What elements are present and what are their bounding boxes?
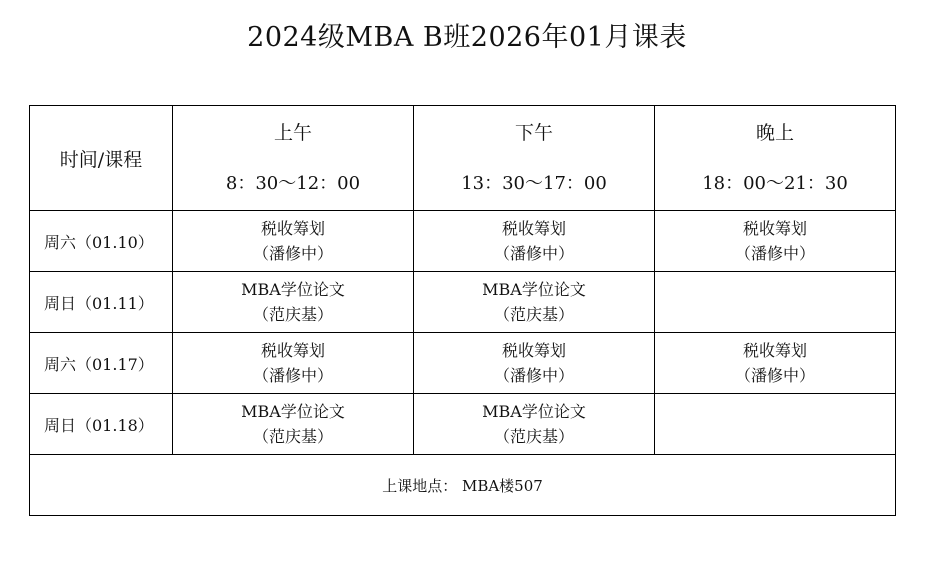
schedule-row	[30, 211, 896, 272]
course-name: MBA学位论文	[482, 402, 586, 421]
schedule-row	[30, 333, 896, 394]
course-name: 税收筹划	[260, 341, 325, 360]
footer-row	[30, 455, 896, 516]
teacher-name: （潘修中）	[734, 366, 815, 385]
course-cell	[173, 333, 414, 394]
course-cell-empty	[655, 272, 896, 333]
course-name: MBA学位论文	[241, 280, 345, 299]
teacher-name: （范庆基）	[493, 427, 574, 446]
document-title: 2024级MBA B班2026年01月课表	[247, 22, 687, 53]
course-cell	[414, 394, 655, 455]
slot-name: 下午	[514, 122, 553, 144]
course-name: 税收筹划	[260, 219, 325, 238]
teacher-name: （潘修中）	[252, 244, 333, 263]
teacher-name: （潘修中）	[493, 244, 574, 263]
course-cell	[414, 211, 655, 272]
course-cell	[173, 394, 414, 455]
teacher-name: （范庆基）	[493, 305, 574, 324]
day-cell: 周日（01.11）	[30, 272, 173, 333]
course-name: MBA学位论文	[241, 402, 345, 421]
course-cell	[655, 333, 896, 394]
course-name: 税收筹划	[742, 219, 807, 238]
day-cell: 周六（01.10）	[30, 211, 173, 272]
course-name: 税收筹划	[501, 341, 566, 360]
course-name: 税收筹划	[501, 219, 566, 238]
teacher-name: （潘修中）	[493, 366, 574, 385]
teacher-name: （潘修中）	[734, 244, 815, 263]
header-row	[30, 106, 896, 211]
slot-name: 晚上	[755, 122, 794, 144]
course-cell	[414, 333, 655, 394]
course-cell	[173, 272, 414, 333]
teacher-name: （潘修中）	[252, 366, 333, 385]
slot-header-morning	[173, 106, 414, 211]
schedule-row	[30, 272, 896, 333]
teacher-name: （范庆基）	[252, 305, 333, 324]
course-name: 税收筹划	[742, 341, 807, 360]
course-cell	[173, 211, 414, 272]
course-cell	[414, 272, 655, 333]
day-cell: 周日（01.18）	[30, 394, 173, 455]
slot-name: 上午	[273, 122, 312, 144]
location-note: 上课地点： MBA楼507	[30, 455, 896, 516]
slot-time: 13：30～17：00	[461, 173, 607, 194]
day-cell: 周六（01.17）	[30, 333, 173, 394]
schedule-table	[29, 105, 896, 516]
course-name: MBA学位论文	[482, 280, 586, 299]
slot-header-evening	[655, 106, 896, 211]
course-cell	[655, 211, 896, 272]
schedule-row	[30, 394, 896, 455]
corner-header-cell: 时间/课程	[30, 106, 173, 211]
teacher-name: （范庆基）	[252, 427, 333, 446]
slot-header-afternoon	[414, 106, 655, 211]
slot-time: 8：30～12：00	[225, 173, 361, 194]
course-cell-empty	[655, 394, 896, 455]
slot-time: 18：00～21：30	[702, 173, 848, 194]
